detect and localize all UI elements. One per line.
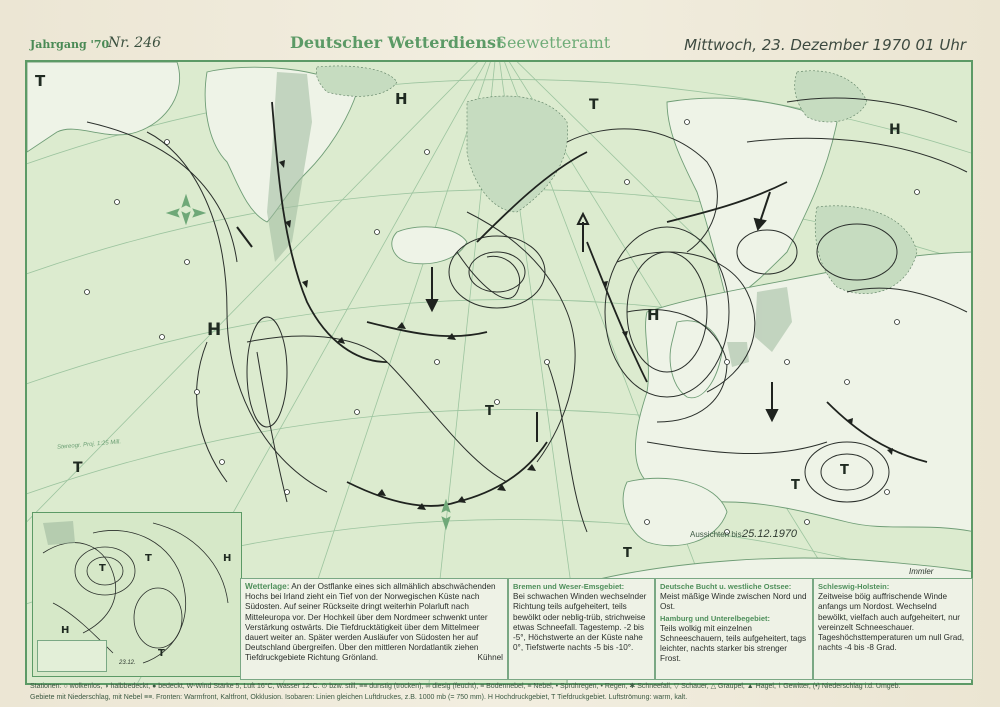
isobar-4 (467, 212, 575, 462)
low-pressure-label: T (623, 546, 632, 561)
panel-deutsche-bucht-text: Meist mäßige Winde zwischen Nord und Ost. (660, 592, 807, 612)
arrow-cold-4 (237, 227, 252, 247)
high-pressure-label: H (207, 320, 222, 340)
panel-schleswig (813, 578, 973, 680)
outlook-label: Aussichten bis: (690, 530, 744, 539)
inset-date: 23.12. (119, 660, 136, 666)
map-signature: Immler (909, 567, 934, 576)
panel-schleswig-text: Zeitweise böig auffrischende Winde anfangs um Nordost. Wechselnd bewölkt, vielfach auch aufgeheitert, nur vereinzelt Schneeschauer. Tageshöchsttemperaturen um null Grad, nachts -4 bis -8 Grad. (818, 592, 965, 653)
isobar-12 (257, 352, 287, 502)
low-isobar-north-atlantic (469, 252, 525, 292)
publisher-subtitle: Seewetteramt (496, 33, 611, 52)
low-pressure-label: T (73, 460, 83, 476)
panel-schleswig-title: Schleswig-Holstein: (818, 582, 890, 591)
legend-row-2: Gebiete mit Niederschlag, mit Nebel ≡≡. Fronten: Warmfront, Kaltfront, Okklusion. Isobaren: Linien gleichen Luftdruckes, z.B. 1000 mb (= 750 mm). H Hochdruckgebiet, T Tiefdruckgebiet. Luftströmung: warm, kalt. (30, 694, 688, 701)
issue-number: Nr. 246 (108, 35, 162, 51)
isobar-14 (547, 362, 587, 532)
snow-area-2 (795, 71, 867, 122)
low-pressure-label: T (840, 463, 849, 478)
snow-area-1 (467, 96, 568, 212)
forecast-panels (240, 578, 973, 680)
high-pressure-label: H (647, 306, 660, 324)
panel-bremen (508, 578, 655, 680)
inset-map (32, 512, 242, 677)
panel-bremen-text: Bei schwachen Winden wechselnder Richtung teils aufgeheitert, teils bewölkt oder neblig-trüb, strichweise etwas Schneefall. Tagestemp. -2 bis -5°, Höchstwerte an der Küste nahe 0°, Tiefstwerte nachts -5 bis -10°. (513, 592, 647, 653)
cold-front-4 (367, 322, 487, 336)
high-pressure-label: H (395, 90, 408, 108)
panel-hamburg-text: Teils wolkig mit einzelnen Schneeschauern, teils aufgeheitert, tags leichter, nachts starker bis strenger Frost. (660, 623, 807, 664)
outlook-date: 25.12.1970 (742, 528, 798, 540)
cold-front-1 (347, 442, 547, 506)
panel-wetterlage-signer: Kühnel (477, 653, 503, 663)
legend-row-1: Stationen: ○ wolkenlos, ◑ halbbedeckt, ● bedeckt, W-Wind Stärke 5, Luft 16°C, Wasser 12°C. ⊙ bzw. still, ≡≡ dunstig (trocken), ∞ diesig (feucht), ≡ Bodennebel, ≡ Nebel, • Sprühregen, • Regen, ✱ Schneefall, ▽ Schauer, △ Graupel, ▲ Hagel, ⌇ Gewitter, (•) Niederschlag i.d. Umgeb. (30, 683, 901, 690)
panel-wetterlage (240, 578, 508, 680)
cold-front-3 (587, 242, 647, 382)
inset-legend (37, 640, 107, 672)
projection-note: Stereogr. Proj. 1:25 Mill. (56, 439, 122, 451)
inset-high-label: H (223, 553, 232, 564)
low-isobar-north-atlantic-outer (449, 236, 545, 308)
panel-hamburg-title: Hamburg und Unterelbegebiet: (660, 613, 771, 623)
panel-bremen-title: Bremen und Weser-Emsgebiet: (513, 582, 625, 591)
low-pressure-label: T (35, 72, 46, 90)
jahrgang-label: Jahrgang '70 (30, 38, 110, 51)
low-pressure-label: T (791, 478, 800, 493)
iceland-land (392, 227, 467, 264)
high-pressure-label: H (889, 122, 901, 138)
header (0, 30, 1000, 60)
low-pressure-label: T (485, 404, 494, 419)
canada-land (27, 62, 180, 152)
panel-deutsche-bucht (655, 578, 813, 680)
panel-deutsche-bucht-title: Deutsche Bucht u. westliche Ostsee: (660, 582, 792, 591)
panel-wetterlage-title: Wetterlage: (245, 582, 290, 591)
snow-area-4 (316, 66, 397, 96)
inset-low-label: T (99, 563, 106, 574)
inset-low-label: T (145, 553, 152, 564)
panel-wetterlage-text: An der Ostflanke eines sich allmählich abschwächenden Hochs bei Irland zieht ein Tief von der Norwegischen Küste nach Südosten. Auf seiner Rückseite dringt weiterhin Polarluft nach Mitteleuropa vor. Der Hochkeil über dem Nordmeer schwenkt unter Verstärkung ostwärts. Die Tiefdrucktätigkeit über dem Mittelmeer dauert weiter an. Später werden Ausläufer von Südosten her auf Deutschland übergreifen. Über den mittleren Nordatlantik ziehen Tiefdruckgebiete Richtung Grönland. (245, 582, 496, 663)
inset-low-label: T (158, 648, 165, 659)
map-date: Mittwoch, 23. Dezember 1970 01 Uhr (684, 36, 966, 54)
inset-high-label: H (61, 625, 70, 636)
symbol-legend (30, 681, 975, 705)
low-pressure-label: T (589, 97, 599, 113)
publisher-title: Deutscher Wetterdienst (290, 33, 504, 52)
